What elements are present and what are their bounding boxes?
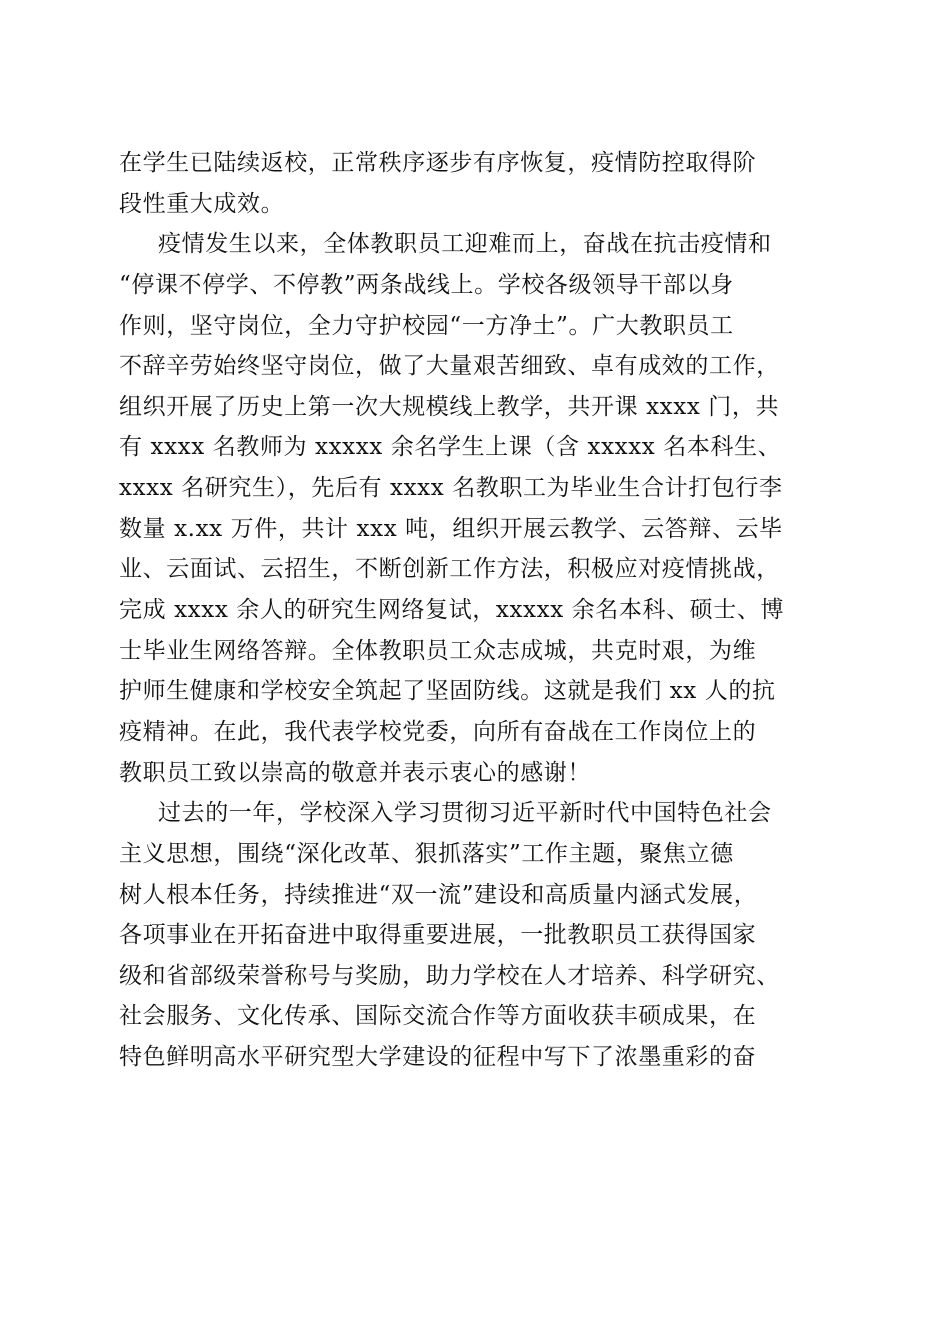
text-line: 不辞辛劳始终坚守岗位，做了大量艰苦细致、卓有成效的工作， xyxy=(119,353,780,380)
paragraph-start-line: 疫情发生以来，全体教职员工迎难而上，奋战在抗击疫情和 xyxy=(158,231,772,258)
text-line: 疫精神。在此，我代表学校党委，向所有奋战在工作岗位上的 xyxy=(119,718,757,745)
paragraph-start-line: 过去的一年，学校深入学习贯彻习近平新时代中国特色社会 xyxy=(158,800,772,827)
text-line: 社会服务、文化传承、国际交流合作等方面收获丰硕成果，在 xyxy=(119,1003,757,1030)
text-line: 完成 xxxx 余人的研究生网络复试，xxxxx 余名本科、硕士、博 xyxy=(119,597,785,624)
text-line: 段性重大成效。 xyxy=(119,190,285,217)
text-line: 各项事业在开拓奋进中取得重要进展，一批教职员工获得国家 xyxy=(119,922,757,949)
text-line: 在学生已陆续返校，正常秩序逐步有序恢复，疫情防控取得阶 xyxy=(119,150,757,176)
text-line: 树人根本任务，持续推进“双一流”建设和高质量内涵式发展， xyxy=(119,881,758,908)
text-line: “停课不停学、不停教”两条战线上。学校各级领导干部以身 xyxy=(119,271,734,298)
text-line: xxxx 名研究生），先后有 xxxx 名教职工为毕业生合计打包行李 xyxy=(119,475,783,502)
text-line: 数量 x.xx 万件，共计 xxx 吨，组织开展云教学、云答辩、云毕 xyxy=(119,515,783,542)
text-line: 主义思想，围绕“深化改革、狠抓落实”工作主题，聚焦立德 xyxy=(119,840,734,867)
body-text xyxy=(119,143,831,1078)
text-line: 士毕业生网络答辩。全体教职员工众志成城，共克时艰，为维 xyxy=(119,637,757,664)
text-line: 组织开展了历史上第一次大规模线上教学，共开课 xxxx 门，共 xyxy=(119,393,780,420)
text-line: 作则，坚守岗位，全力守护校园“一方净土”。广大教职员工 xyxy=(119,312,734,339)
text-line: 业、云面试、云招生，不断创新工作方法，积极应对疫情挑战， xyxy=(119,556,780,583)
text-line: 有 xxxx 名教师为 xxxxx 余名学生上课（含 xxxxx 名本科生、 xyxy=(119,434,782,461)
text-line: 护师生健康和学校安全筑起了坚固防线。这就是我们 xx 人的抗 xyxy=(119,678,776,705)
text-line: 教职员工致以崇高的敬意并表示衷心的感谢！ xyxy=(119,759,591,786)
text-line: 特色鲜明高水平研究型大学建设的征程中写下了浓墨重彩的奋 xyxy=(119,1044,757,1071)
text-line: 级和省部级荣誉称号与奖励，助力学校在人才培养、科学研究、 xyxy=(119,962,780,989)
